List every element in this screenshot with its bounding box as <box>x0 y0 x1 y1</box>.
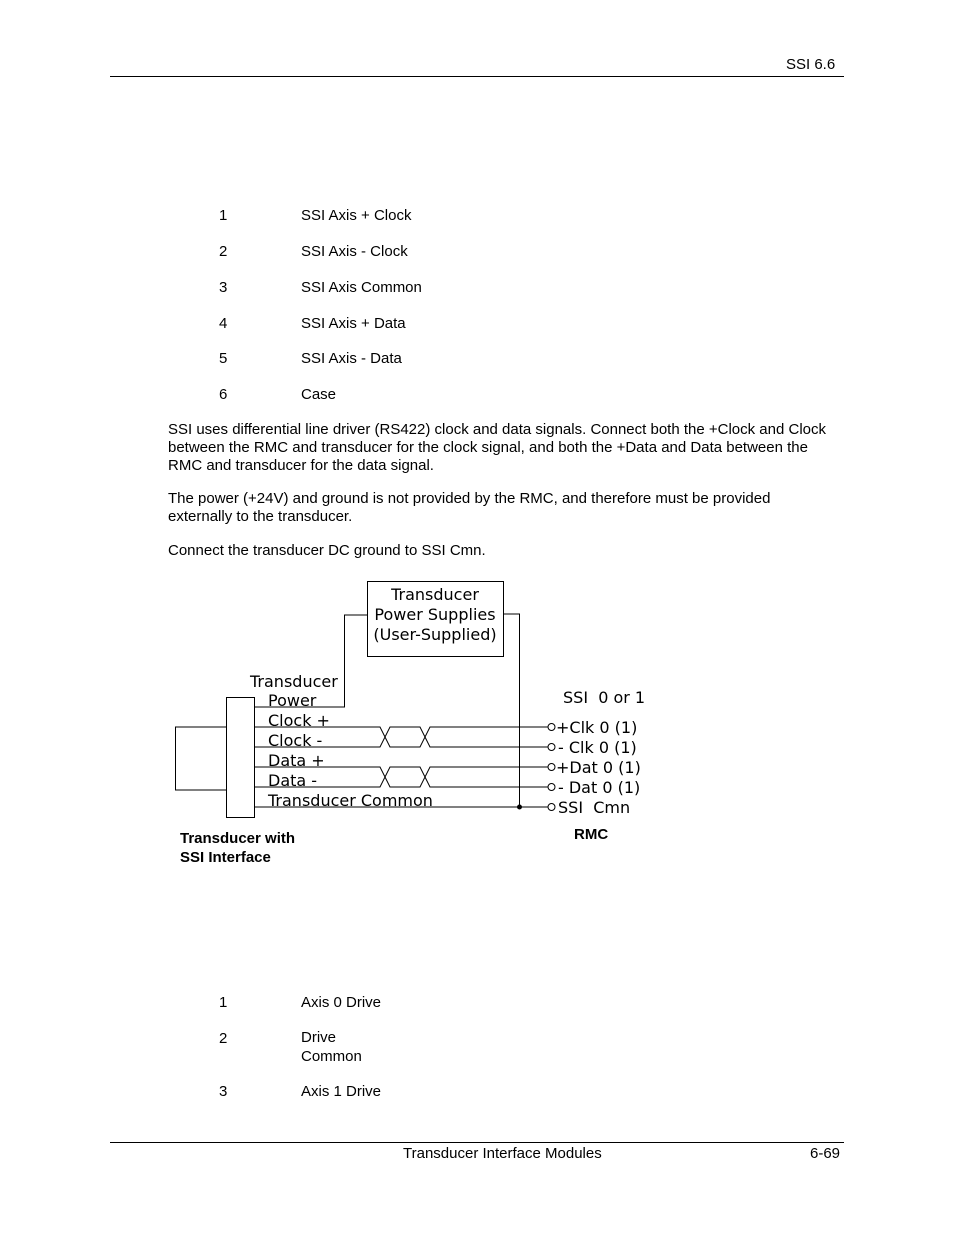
supply-return-wire <box>504 614 520 807</box>
pin-label: Drive <box>301 1029 337 1046</box>
pin-number: 3 <box>219 279 228 296</box>
paragraph-signals: SSI uses differential line driver (RS422) clock and data signals. Connect both the +Clock and Clock between the RMC and transducer for the clock signal, and both the +Data and Data between the RMC and transducer for the data signal. <box>168 421 826 474</box>
rmc-terminal-dat-plus: +Dat 0 (1) <box>556 758 641 777</box>
pin-label: SSI Axis + Data <box>301 315 406 332</box>
rmc-terminal-cmn: SSI Cmn <box>558 798 631 817</box>
caption-rmc: RMC <box>574 826 609 843</box>
footer-rule <box>110 1142 844 1143</box>
rmc-terminal-clk-minus: - Clk 0 (1) <box>558 738 637 757</box>
label-data-minus: Data - <box>268 771 318 790</box>
pin-label: SSI Axis Common <box>301 279 422 296</box>
pin-number: 4 <box>219 315 228 332</box>
pin-label: SSI Axis - Clock <box>301 243 408 260</box>
pin-label: Axis 0 Drive <box>301 994 382 1011</box>
label-power: Power <box>268 691 317 710</box>
pin-number: 1 <box>219 994 228 1011</box>
terminal-icon <box>548 764 555 771</box>
label-clock-minus: Clock - <box>268 731 323 750</box>
rmc-terminal-clk-plus: +Clk 0 (1) <box>556 718 638 737</box>
label-transducer: Transducer <box>250 672 338 691</box>
pin-label: Axis 1 Drive <box>301 1083 382 1100</box>
pin-number: 5 <box>219 350 228 367</box>
label-clock-plus: Clock + <box>268 711 330 730</box>
paragraph-ground: Connect the transducer DC ground to SSI Cmn. <box>168 542 486 559</box>
terminal-icon <box>548 784 555 791</box>
power-box-line-3: (User-Supplied) <box>373 625 497 644</box>
transducer-bracket <box>176 727 227 790</box>
label-transducer-common: Transducer Common <box>268 791 433 810</box>
pin-label: SSI Axis + Clock <box>301 207 412 224</box>
terminal-icon <box>548 724 555 731</box>
paragraph-power: The power (+24V) and ground is not provided by the RMC, and therefore must be provided externally to the transducer. <box>168 490 771 525</box>
page-number: 6-69 <box>810 1145 841 1162</box>
section-header: SSI 6.6 <box>786 56 836 73</box>
pin-label: Case <box>301 386 337 403</box>
rmc-terminal-dat-minus: - Dat 0 (1) <box>558 778 641 797</box>
label-data-plus: Data + <box>268 751 325 770</box>
pin-label-line-2: Common <box>301 1048 362 1065</box>
pin-number: 3 <box>219 1083 228 1100</box>
power-box-line-1: Transducer <box>391 585 479 604</box>
terminal-icon <box>548 804 555 811</box>
pin-number: 2 <box>219 1030 228 1047</box>
pin-label: SSI Axis - Data <box>301 350 402 367</box>
caption-transducer-line-1: Transducer with <box>180 830 296 847</box>
pin-number: 1 <box>219 207 228 224</box>
pin-number: 6 <box>219 386 228 403</box>
pin-number: 2 <box>219 243 228 260</box>
transducer-body <box>227 698 255 818</box>
power-box-line-2: Power Supplies <box>374 605 496 624</box>
caption-transducer-line-2: SSI Interface <box>180 849 271 866</box>
rmc-header: SSI 0 or 1 <box>563 688 646 707</box>
footer-title: Transducer Interface Modules <box>403 1145 602 1162</box>
terminal-icon <box>548 744 555 751</box>
